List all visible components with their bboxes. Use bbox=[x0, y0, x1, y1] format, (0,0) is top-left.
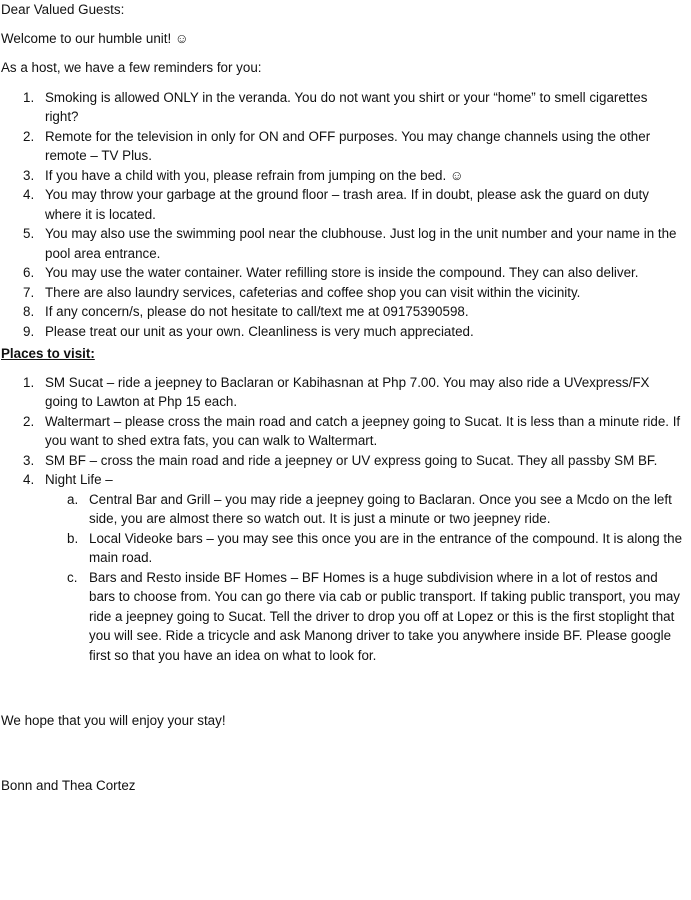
item-letter: b. bbox=[67, 530, 79, 546]
item-number: 2. bbox=[23, 128, 35, 144]
places-heading: Places to visit: bbox=[1, 346, 95, 361]
item-number: 5. bbox=[23, 226, 35, 241]
list-item bbox=[1, 263, 683, 283]
item-text: If you have a child with you, please refrain from jumping on the bed. ☺ bbox=[45, 167, 464, 183]
list-item bbox=[1, 283, 683, 303]
item-text: Bars and Resto inside BF Homes – BF Homes is a huge subdivision where in a lot of restos and bars to choose from. You can go there via cab or public transport. If taking public transport, you may ride a jeepney going to Sucat. Tell the driver to drop you off at Lopez or this is the first stoplight that you will see. Ride a tricycle and ask Manong driver to take you anywhere inside BF. Please google first so that you have an idea on what to look for. bbox=[89, 569, 680, 663]
list-item bbox=[1, 470, 683, 665]
list-item bbox=[1, 322, 683, 342]
item-number: 1. bbox=[23, 374, 35, 390]
item-number: 7. bbox=[23, 284, 35, 300]
greeting: Dear Valued Guests: bbox=[1, 2, 125, 17]
sub-list-item bbox=[45, 490, 683, 529]
item-number: 3. bbox=[23, 167, 35, 183]
item-text: If any concern/s, please do not hesitate to call/text me at 09175390598. bbox=[45, 304, 469, 319]
item-number: 4. bbox=[23, 472, 35, 487]
signature: Bonn and Thea Cortez bbox=[1, 777, 136, 793]
item-text: There are also laundry services, cafeterias and coffee shop you can visit within the vicinity. bbox=[45, 284, 581, 300]
item-text: Smoking is allowed ONLY in the veranda. You do not want you shirt or your “home” to smell cigarettes right? bbox=[45, 89, 648, 124]
list-item bbox=[1, 451, 683, 471]
item-number: 4. bbox=[23, 187, 35, 202]
sub-list-item bbox=[45, 568, 683, 666]
list-item bbox=[1, 185, 683, 224]
list-item bbox=[1, 127, 683, 166]
closing-line: We hope that you will enjoy your stay! bbox=[1, 713, 226, 728]
welcome-line: Welcome to our humble unit! ☺ bbox=[1, 30, 189, 46]
item-letter: a. bbox=[67, 491, 79, 507]
list-item bbox=[1, 224, 683, 263]
list-item bbox=[1, 412, 683, 451]
item-number: 9. bbox=[23, 323, 35, 339]
item-text: Central Bar and Grill – you may ride a jeepney going to Baclaran. Once you see a Mcdo on the left side, you are almost there so watch out. It is just a minute or two jeepney ride. bbox=[89, 491, 672, 526]
reminders-list bbox=[1, 88, 683, 342]
item-text: Local Videoke bars – you may see this once you are in the entrance of the compound. It is along the main road. bbox=[89, 530, 683, 565]
item-text: Waltermart – please cross the main road and catch a jeepney going to Sucat. It is less than a minute ride. If you want to shed extra fats, you can walk to Waltermart. bbox=[45, 413, 681, 448]
item-text: SM BF – cross the main road and ride a jeepney or UV express going to Sucat. They all passby SM BF. bbox=[45, 452, 658, 468]
item-number: 1. bbox=[23, 89, 35, 105]
item-text: Please treat our unit as your own. Cleanliness is very much appreciated. bbox=[45, 323, 474, 339]
places-list bbox=[1, 373, 683, 666]
sub-list-item bbox=[45, 529, 683, 568]
item-number: 8. bbox=[23, 304, 35, 319]
item-number: 2. bbox=[23, 413, 35, 429]
list-item bbox=[1, 373, 683, 412]
night-life-list bbox=[45, 490, 683, 666]
list-item bbox=[1, 166, 683, 186]
item-text: Remote for the television in only for ON and OFF purposes. You may change channels using the other remote – TV Plus. bbox=[45, 128, 651, 163]
item-number: 3. bbox=[23, 452, 35, 468]
item-text: You may also use the swimming pool near the clubhouse. Just log in the unit number and your name in the pool area entrance. bbox=[45, 226, 677, 261]
item-text: Night Life – bbox=[45, 472, 113, 487]
item-text: You may use the water container. Water refilling store is inside the compound. They can also deliver. bbox=[45, 265, 639, 280]
item-letter: c. bbox=[67, 569, 78, 585]
list-item bbox=[1, 302, 683, 322]
item-text: SM Sucat – ride a jeepney to Baclaran or Kabihasnan at Php 7.00. You may also ride a UVexpress/FX going to Lawton at Php 15 each. bbox=[45, 374, 650, 409]
reminders-intro: As a host, we have a few reminders for you: bbox=[1, 60, 262, 75]
item-number: 6. bbox=[23, 265, 35, 280]
item-text: You may throw your garbage at the ground floor – trash area. If in doubt, please ask the guard on duty where it is located. bbox=[45, 187, 649, 222]
list-item bbox=[1, 88, 683, 127]
